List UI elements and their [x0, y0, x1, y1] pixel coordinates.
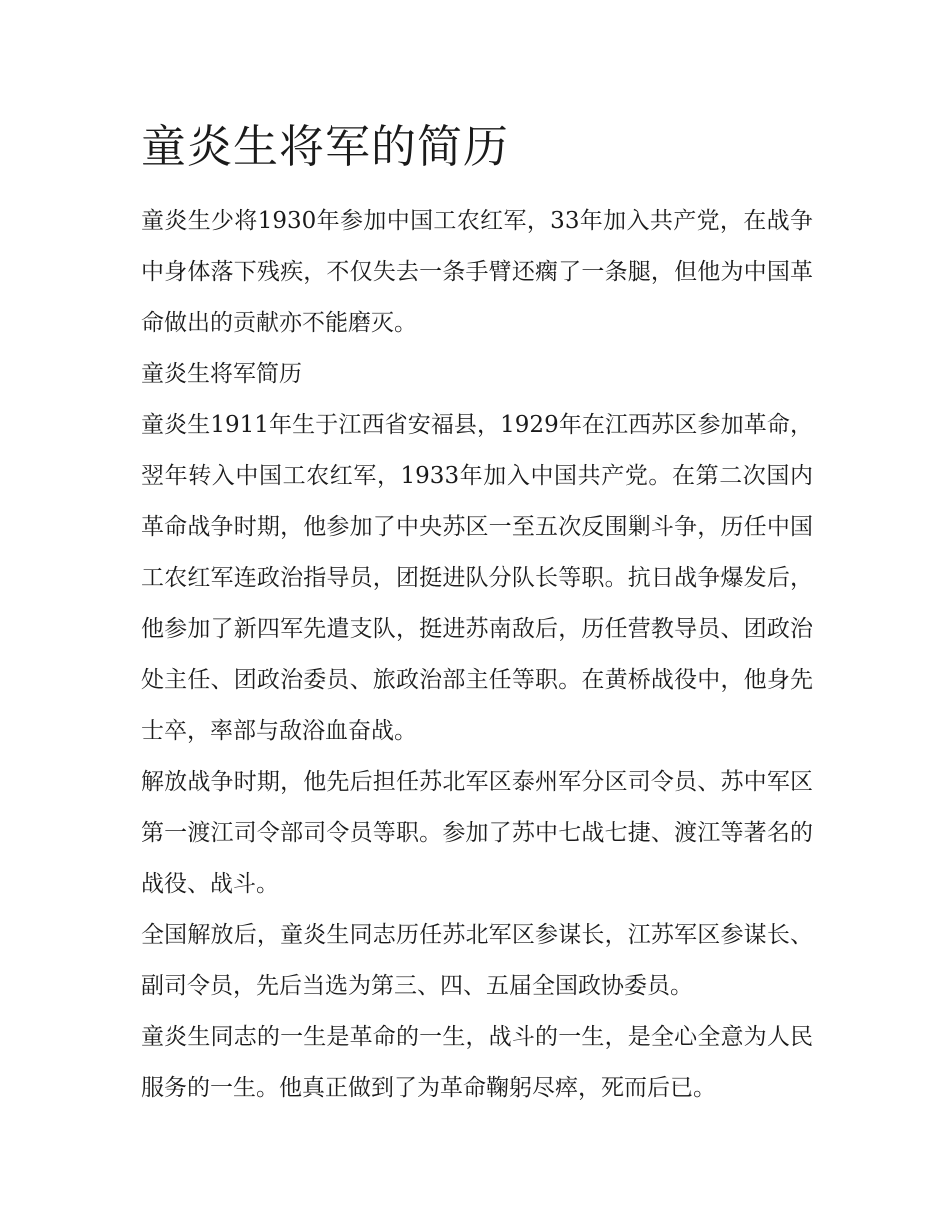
- paragraph-post-liberation: 全国解放后，童炎生同志历任苏北军区参谋长，江苏军区参谋长、副司令员，先后当选为第三、四、五届全国政协委员。: [141, 922, 813, 999]
- document-title: 童炎生将军的简历: [141, 120, 510, 173]
- paragraph-liberation-war: 解放战争时期，他先后担任苏北军区泰州军分区司令员、苏中军区第一渡江司令部司令员等职。参加了苏中七战七捷、渡江等著名的战役、战斗。: [141, 769, 813, 897]
- document-body: [141, 112, 813, 1114]
- paragraph-intro: 童炎生少将1930年参加中国工农红军，33年加入共产党，在战争中身体落下残疾，不仅失去一条手臂还瘸了一条腿，但他为中国革命做出的贡献亦不能磨灭。: [141, 208, 813, 336]
- section-heading-biography: 童炎生将军简历: [141, 361, 302, 387]
- paragraph-early-career: 童炎生1911年生于江西省安福县，1929年在江西苏区参加革命，翌年转入中国工农红军，1933年加入中国共产党。在第二次国内革命战争时期，他参加了中央苏区一至五次反围剿斗争，历任中国工农红军连政治指导员，团挺进队分队长等职。抗日战争爆发后，他参加了新四军先遣支队，挺进苏南敌后，历任营教导员、团政治处主任、团政治委员、旅政治部主任等职。在黄桥战役中，他身先士卒，率部与敌浴血奋战。: [141, 412, 813, 744]
- paragraph-conclusion: 童炎生同志的一生是革命的一生，战斗的一生，是全心全意为人民服务的一生。他真正做到了为革命鞠躬尽瘁，死而后已。: [141, 1024, 813, 1101]
